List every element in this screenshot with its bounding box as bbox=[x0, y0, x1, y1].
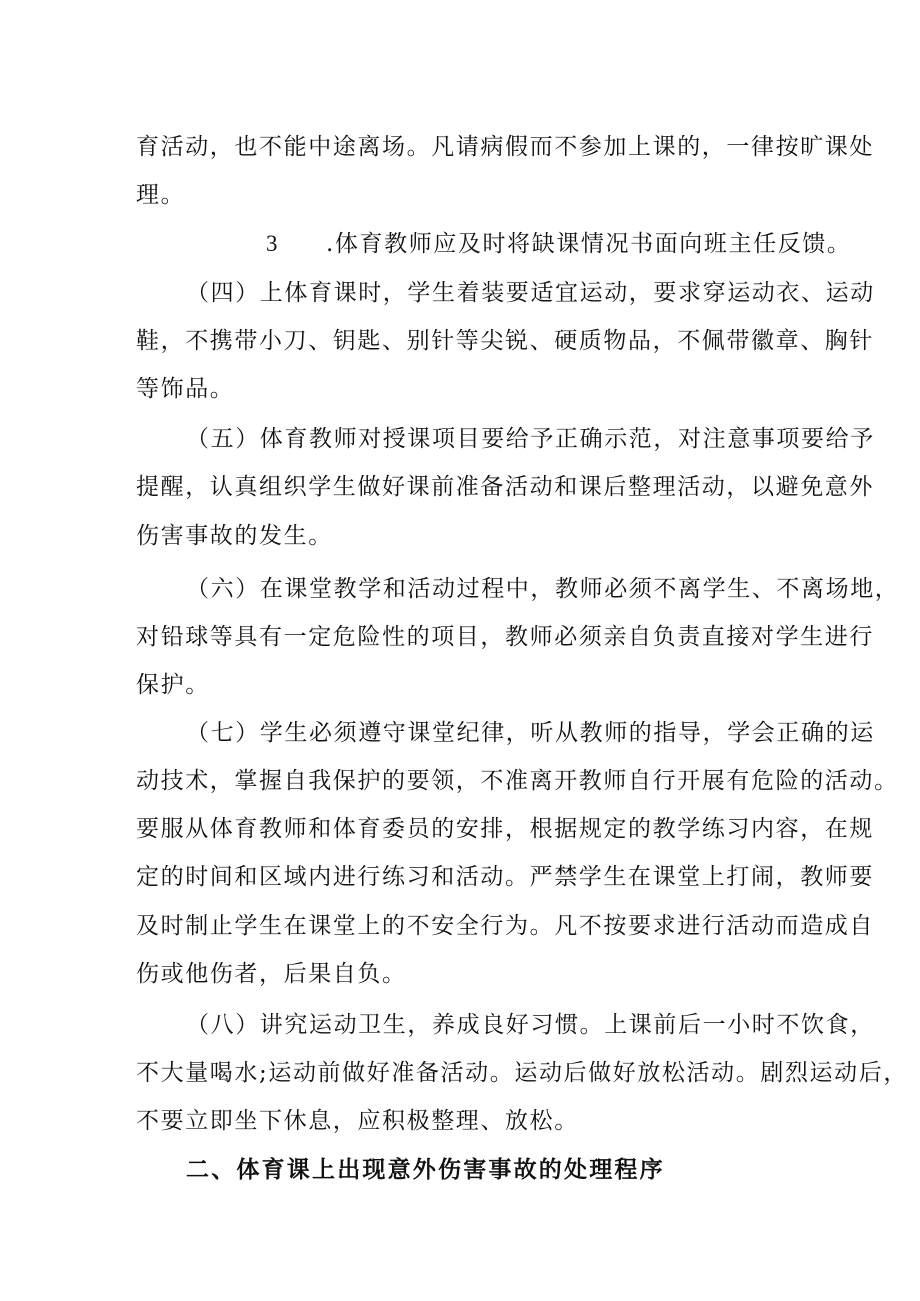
paragraph-line: 鞋，不携带小刀、钥匙、别针等尖锐、硬质物品，不佩带徽章、胸针 bbox=[136, 328, 874, 354]
paragraph-line: 要服从体育教师和体育委员的安排，根据规定的教学练习内容，在规 bbox=[136, 816, 874, 842]
numbered-item-3 bbox=[266, 229, 852, 259]
paragraph-line: （四）上体育课时，学生着装要适宜运动，要求穿运动衣、运动 bbox=[186, 280, 875, 306]
paragraph-line: 伤或他伤者，后果自负。 bbox=[136, 961, 407, 987]
item-number: 3 bbox=[266, 231, 280, 256]
paragraph-line: （八）讲究运动卫生，养成良好习惯。上课前后一小时不饮食， bbox=[186, 1012, 875, 1038]
paragraph-line: 动技术，掌握自我保护的要领，不准离开教师自行开展有危险的活动。 bbox=[136, 768, 899, 794]
paragraph-line: 育活动，也不能中途离场。凡请病假而不参加上课的，一律按旷课处 bbox=[136, 134, 874, 160]
paragraph-line: （七）学生必须遵守课堂纪律，听从教师的指导，学会正确的运 bbox=[186, 720, 875, 746]
paragraph-line: （六）在课堂教学和活动过程中，教师必须不离学生、不离场地， bbox=[186, 576, 900, 602]
paragraph-line: 理。 bbox=[136, 182, 186, 208]
paragraph-line: 不大量喝水;运动前做好准备活动。运动后做好放松活动。剧烈运动后， bbox=[136, 1060, 908, 1086]
paragraph-line: 伤害事故的发生。 bbox=[136, 523, 333, 549]
paragraph-line: （五）体育教师对授课项目要给予正确示范，对注意事项要给予 bbox=[186, 426, 875, 452]
paragraph-line: 不要立即坐下休息，应积极整理、放松。 bbox=[136, 1108, 579, 1134]
paragraph-line: 提醒，认真组织学生做好课前准备活动和课后整理活动，以避免意外 bbox=[136, 474, 874, 500]
paragraph-line: 保护。 bbox=[136, 672, 210, 698]
section-heading: 二、体育课上出现意外伤害事故的处理程序 bbox=[186, 1156, 665, 1183]
item-text: .体育教师应及时将缺课情况书面向班主任反馈。 bbox=[326, 231, 852, 257]
paragraph-line: 定的时间和区域内进行练习和活动。严禁学生在课堂上打闹，教师要 bbox=[136, 864, 874, 890]
paragraph-line: 及时制止学生在课堂上的不安全行为。凡不按要求进行活动而造成自 bbox=[136, 913, 874, 939]
paragraph-line: 等饰品。 bbox=[136, 376, 235, 402]
paragraph-line: 对铅球等具有一定危险性的项目，教师必须亲自负责直接对学生进行 bbox=[136, 624, 874, 650]
